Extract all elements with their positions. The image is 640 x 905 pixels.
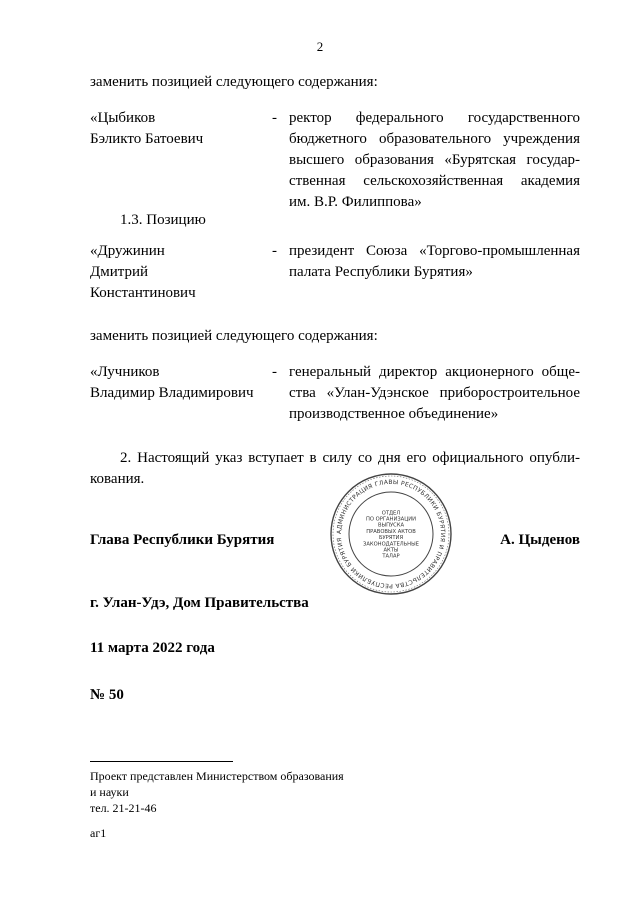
seal-center-line: ПРАВОВЫХ АКТОВ <box>366 528 416 535</box>
seal-center-line: ЗАКОНОДАТЕЛЬНЫЕ <box>363 541 419 548</box>
seal-center-line: ТАЛАР <box>382 553 400 560</box>
entry-3-dash: - <box>272 364 277 380</box>
page-number: 2 <box>316 39 324 54</box>
entry-2-dash: - <box>272 243 277 259</box>
official-seal-stamp <box>329 472 453 596</box>
document-code: аг1 <box>90 826 107 840</box>
item-1-3: 1.3. Позицию <box>120 212 206 228</box>
entry-3-desc-line-1: генеральный директор акционерного обще- <box>289 364 580 380</box>
entry-3-name-line-2: Владимир Владимирович <box>90 385 254 401</box>
seal-center-line: ВЫПУСКА <box>377 522 405 529</box>
issue-date: 11 марта 2022 года <box>90 640 215 656</box>
footnote-line-1: Проект представлен Министерством образования <box>90 769 344 783</box>
footnote-line-2: и науки <box>90 785 129 799</box>
entry-2-name-line-3: Константинович <box>90 285 196 301</box>
seal-center-line: ПО ОРГАНИЗАЦИИ <box>365 516 417 523</box>
entry-1-name-line-2: Бэликто Батоевич <box>90 131 204 147</box>
entry-3-desc-line-2: ства «Улан-Удэнское приборостроительное <box>289 385 580 401</box>
entry-1-desc-line-1: ректор федерального государственного <box>289 110 580 126</box>
entry-1-desc-line-5: им. В.Р. Филиппова» <box>289 194 422 210</box>
issue-place: г. Улан-Удэ, Дом Правительства <box>90 595 309 611</box>
entry-1-desc-line-3: высшего образования «Бурятская государ- <box>289 152 580 168</box>
footnote-separator <box>90 761 233 762</box>
replace-intro-2: заменить позицией следующего содержания: <box>90 328 378 344</box>
entry-1-dash: - <box>272 110 277 126</box>
replace-intro-1: заменить позицией следующего содержания: <box>90 74 378 90</box>
entry-2-desc-line-2: палата Республики Бурятия» <box>289 264 473 280</box>
item-2-line-1: 2. Настоящий указ вступает в силу со дня его официального опубли- <box>120 450 580 466</box>
seal-center-line: ОТДЕЛ <box>381 510 401 517</box>
signatory-title: Глава Республики Бурятия <box>90 532 275 548</box>
document-number: № 50 <box>90 687 124 703</box>
seal-center-line: АКТЫ <box>383 547 399 554</box>
entry-2-name-line-1: «Дружинин <box>90 243 165 259</box>
footnote-line-3: тел. 21-21-46 <box>90 801 157 815</box>
footnote <box>90 768 390 816</box>
entry-1-desc-line-2: бюджетного образовательного учреждения <box>289 131 580 147</box>
entry-2-name-line-2: Дмитрий <box>90 264 149 280</box>
item-2-line-2: кования. <box>90 471 145 487</box>
entry-3-desc-line-3: производственное объединение» <box>289 406 499 422</box>
entry-1-desc-line-4: ственная сельскохозяйственная академия <box>289 173 580 189</box>
seal-ring-text: АДМИНИСТРАЦИЯ ГЛАВЫ РЕСПУБЛИКИ БУРЯТИЯ И ПРАВИТЕЛЬСТВА РЕСПУБЛИКИ БУРЯТИЯ <box>335 478 447 590</box>
entry-3-name-line-1: «Лучников <box>90 364 160 380</box>
signatory-name: А. Цыденов <box>500 532 580 548</box>
entry-2-desc-line-1: президент Союза «Торгово-промышленная <box>289 243 580 259</box>
seal-center-line: БУРЯТИЯ <box>378 535 404 542</box>
entry-1-name-line-1: «Цыбиков <box>90 110 156 126</box>
